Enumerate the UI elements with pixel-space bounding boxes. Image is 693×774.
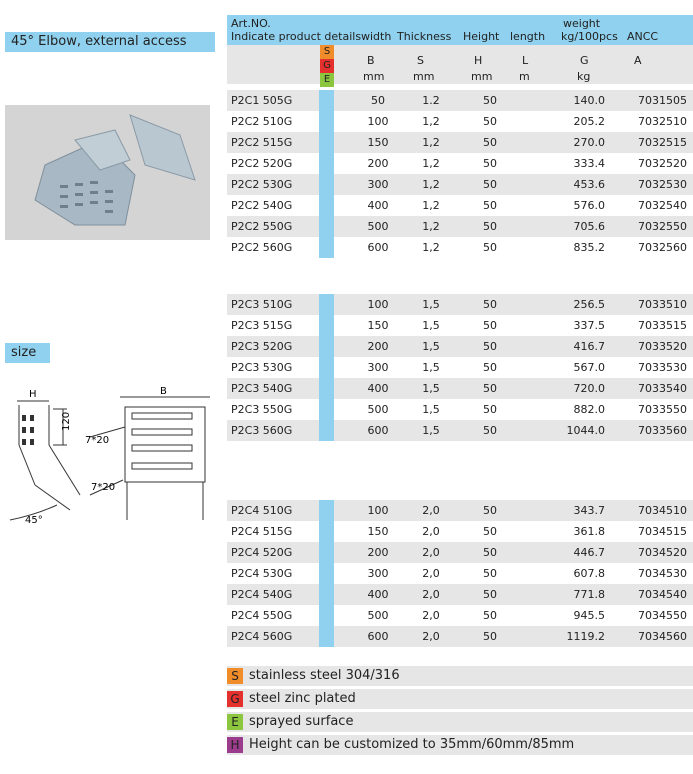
cell-height: 50 <box>483 609 497 622</box>
cell-width: 100 <box>367 115 389 128</box>
table-row <box>227 315 693 336</box>
cell-ancc: 7032560 <box>638 241 687 254</box>
cell-width: 500 <box>367 403 389 416</box>
table-row <box>227 174 693 195</box>
header-weight-unit: kg/100pcs <box>561 30 618 43</box>
cell-height: 50 <box>483 136 497 149</box>
dim-b-label: B <box>160 386 167 397</box>
cell-width: 150 <box>367 136 389 149</box>
cell-ancc: 7034550 <box>638 609 687 622</box>
cell-weight: 882.0 <box>573 403 605 416</box>
cell-code: P2C2 515G <box>231 136 293 149</box>
header-a: A <box>634 54 642 67</box>
cell-width: 200 <box>367 340 389 353</box>
cell-width: 500 <box>367 609 389 622</box>
cell-thickness: 1,2 <box>422 136 440 149</box>
cell-height: 50 <box>483 241 497 254</box>
cell-code: P2C4 560G <box>231 630 293 643</box>
product-title: 45° Elbow, external access <box>5 32 215 52</box>
header-g: G <box>580 54 589 67</box>
cell-height: 50 <box>483 298 497 311</box>
cell-ancc: 7032550 <box>638 220 687 233</box>
table-row <box>227 153 693 174</box>
cell-code: P2C4 550G <box>231 609 293 622</box>
header-ancc: ANCC <box>627 30 659 43</box>
legend-text: Height can be customized to 35mm/60mm/85mm <box>249 737 575 752</box>
header-kg: kg <box>577 70 591 83</box>
cell-height: 50 <box>483 567 497 580</box>
cell-height: 50 <box>483 546 497 559</box>
legend-text: sprayed surface <box>249 714 354 729</box>
size-label: size <box>5 343 50 363</box>
cell-code: P2C3 520G <box>231 340 293 353</box>
cell-code: P2C3 510G <box>231 298 293 311</box>
table-row <box>227 399 693 420</box>
cell-thickness: 2,0 <box>422 609 440 622</box>
cell-weight: 446.7 <box>573 546 605 559</box>
cell-weight: 343.7 <box>573 504 605 517</box>
finish-strip <box>319 500 334 647</box>
cell-code: P2C4 510G <box>231 504 293 517</box>
table-row <box>227 357 693 378</box>
cell-ancc: 7032540 <box>638 199 687 212</box>
cell-code: P2C2 540G <box>231 199 293 212</box>
cell-weight: 453.6 <box>573 178 605 191</box>
cell-width: 300 <box>367 361 389 374</box>
cell-thickness: 1,5 <box>422 382 440 395</box>
cell-height: 50 <box>483 630 497 643</box>
cell-thickness: 2,0 <box>422 588 440 601</box>
legend-key: H <box>227 737 243 753</box>
cell-weight: 270.0 <box>573 136 605 149</box>
cell-height: 50 <box>483 94 497 107</box>
cell-thickness: 1,2 <box>422 157 440 170</box>
cell-height: 50 <box>483 157 497 170</box>
cell-code: P2C4 515G <box>231 525 293 538</box>
cell-ancc: 7034560 <box>638 630 687 643</box>
cell-width: 300 <box>367 178 389 191</box>
table-row <box>227 563 693 584</box>
cell-code: P2C1 505G <box>231 94 293 107</box>
table-row <box>227 584 693 605</box>
cell-height: 50 <box>483 199 497 212</box>
cell-height: 50 <box>483 319 497 332</box>
cell-ancc: 7032530 <box>638 178 687 191</box>
cell-thickness: 1,2 <box>422 241 440 254</box>
table-row <box>227 378 693 399</box>
cell-thickness: 2,0 <box>422 546 440 559</box>
cell-code: P2C4 540G <box>231 588 293 601</box>
cell-height: 50 <box>483 220 497 233</box>
header-width: width <box>361 30 392 43</box>
cell-code: P2C2 550G <box>231 220 293 233</box>
header-length: length <box>510 30 546 43</box>
cell-weight: 1044.0 <box>566 424 605 437</box>
table-row <box>227 605 693 626</box>
angle-label: 45° <box>25 515 43 526</box>
table-row <box>227 216 693 237</box>
cell-weight: 416.7 <box>573 340 605 353</box>
cell-weight: 205.2 <box>573 115 605 128</box>
cell-code: P2C2 560G <box>231 241 293 254</box>
cell-code: P2C3 550G <box>231 403 293 416</box>
cell-ancc: 7033515 <box>638 319 687 332</box>
cell-height: 50 <box>483 504 497 517</box>
cell-ancc: 7034540 <box>638 588 687 601</box>
badge-s: S <box>320 45 334 59</box>
cell-weight: 945.5 <box>573 609 605 622</box>
cell-thickness: 1,2 <box>422 220 440 233</box>
cell-ancc: 7034520 <box>638 546 687 559</box>
header-mm-1: mm <box>363 70 385 83</box>
technical-drawing <box>5 385 217 530</box>
table-row <box>227 521 693 542</box>
cell-width: 150 <box>367 525 389 538</box>
header-thickness: Thickness <box>397 30 452 43</box>
cell-height: 50 <box>483 403 497 416</box>
cell-code: P2C2 520G <box>231 157 293 170</box>
cell-weight: 1119.2 <box>566 630 605 643</box>
hole-size-label-2: 7*20 <box>91 482 116 493</box>
cell-thickness: 1,5 <box>422 319 440 332</box>
cell-weight: 140.0 <box>573 94 605 107</box>
cell-weight: 337.5 <box>573 319 605 332</box>
cell-width: 600 <box>367 424 389 437</box>
cell-thickness: 1,2 <box>422 115 440 128</box>
header-s: S <box>417 54 424 67</box>
cell-ancc: 7033560 <box>638 424 687 437</box>
cell-ancc: 7032520 <box>638 157 687 170</box>
legend-key: E <box>227 714 243 730</box>
header-b: B <box>367 54 375 67</box>
table-row <box>227 626 693 647</box>
cell-weight: 361.8 <box>573 525 605 538</box>
cell-height: 50 <box>483 525 497 538</box>
cell-width: 200 <box>367 157 389 170</box>
cell-thickness: 2,0 <box>422 525 440 538</box>
cell-width: 100 <box>367 504 389 517</box>
cell-weight: 567.0 <box>573 361 605 374</box>
cell-code: P2C3 515G <box>231 319 293 332</box>
legend-text: steel zinc plated <box>249 691 356 706</box>
table-row <box>227 420 693 441</box>
cell-weight: 835.2 <box>573 241 605 254</box>
cell-ancc: 7033550 <box>638 403 687 416</box>
header-mm-3: mm <box>471 70 493 83</box>
cell-height: 50 <box>483 382 497 395</box>
header-m: m <box>519 70 530 83</box>
table-row <box>227 542 693 563</box>
cell-height: 50 <box>483 361 497 374</box>
cell-height: 50 <box>483 588 497 601</box>
cell-code: P2C3 530G <box>231 361 293 374</box>
cell-height: 50 <box>483 115 497 128</box>
table-header <box>227 15 693 84</box>
cell-code: P2C3 540G <box>231 382 293 395</box>
cell-width: 50 <box>371 94 385 107</box>
header-l: L <box>522 54 529 67</box>
cell-height: 50 <box>483 424 497 437</box>
finish-strip <box>319 294 334 441</box>
table-row <box>227 294 693 315</box>
cell-width: 150 <box>367 319 389 332</box>
cell-weight: 705.6 <box>573 220 605 233</box>
cell-code: P2C2 530G <box>231 178 293 191</box>
badge-e: E <box>320 73 334 87</box>
legend-item <box>227 666 693 686</box>
cell-width: 400 <box>367 199 389 212</box>
header-height: Height <box>463 30 500 43</box>
cell-thickness: 1,5 <box>422 424 440 437</box>
table-row <box>227 237 693 258</box>
cell-weight: 720.0 <box>573 382 605 395</box>
dim-h-label: H <box>29 389 37 400</box>
cell-thickness: 1,5 <box>422 340 440 353</box>
legend-key: S <box>227 668 243 684</box>
cell-width: 200 <box>367 546 389 559</box>
cell-ancc: 7033510 <box>638 298 687 311</box>
table-row <box>227 500 693 521</box>
cell-width: 400 <box>367 588 389 601</box>
cell-width: 400 <box>367 382 389 395</box>
cell-thickness: 2,0 <box>422 504 440 517</box>
cell-width: 500 <box>367 220 389 233</box>
cell-weight: 771.8 <box>573 588 605 601</box>
cell-width: 300 <box>367 567 389 580</box>
finish-strip <box>319 90 334 258</box>
cell-ancc: 7034530 <box>638 567 687 580</box>
cell-width: 100 <box>367 298 389 311</box>
cell-code: P2C3 560G <box>231 424 293 437</box>
cell-code: P2C4 520G <box>231 546 293 559</box>
table-row <box>227 195 693 216</box>
cell-ancc: 7033520 <box>638 340 687 353</box>
cell-width: 600 <box>367 630 389 643</box>
table-row <box>227 336 693 357</box>
legend-item <box>227 712 693 732</box>
cell-height: 50 <box>483 178 497 191</box>
cell-code: P2C4 530G <box>231 567 293 580</box>
badge-g: G <box>320 59 334 73</box>
legend-text: stainless steel 304/316 <box>249 668 400 683</box>
cell-ancc: 7034510 <box>638 504 687 517</box>
table-row <box>227 90 693 111</box>
cell-width: 600 <box>367 241 389 254</box>
cell-thickness: 2,0 <box>422 567 440 580</box>
hole-size-label-1: 7*20 <box>85 435 110 446</box>
cell-ancc: 7034515 <box>638 525 687 538</box>
product-photo <box>5 105 210 240</box>
cell-weight: 256.5 <box>573 298 605 311</box>
cell-thickness: 1.2 <box>422 94 440 107</box>
cell-height: 50 <box>483 340 497 353</box>
cell-weight: 576.0 <box>573 199 605 212</box>
header-h: H <box>474 54 483 67</box>
cell-thickness: 1,5 <box>422 403 440 416</box>
cell-thickness: 2,0 <box>422 630 440 643</box>
dim-120-label: 120 <box>61 411 72 431</box>
header-art-no: Art.NO. <box>231 17 271 30</box>
cell-ancc: 7033530 <box>638 361 687 374</box>
cell-weight: 333.4 <box>573 157 605 170</box>
legend-item <box>227 735 693 755</box>
cell-thickness: 1,2 <box>422 199 440 212</box>
cell-ancc: 7031505 <box>638 94 687 107</box>
cell-code: P2C2 510G <box>231 115 293 128</box>
cell-thickness: 1,5 <box>422 298 440 311</box>
header-mm-2: mm <box>413 70 435 83</box>
header-weight: weight <box>563 17 601 30</box>
table-row <box>227 111 693 132</box>
cell-ancc: 7033540 <box>638 382 687 395</box>
cell-thickness: 1,2 <box>422 178 440 191</box>
table-row <box>227 132 693 153</box>
cell-ancc: 7032510 <box>638 115 687 128</box>
legend-item <box>227 689 693 709</box>
header-indicate: Indicate product details <box>231 30 362 43</box>
cell-weight: 607.8 <box>573 567 605 580</box>
cell-thickness: 1,5 <box>422 361 440 374</box>
legend-key: G <box>227 691 243 707</box>
cell-ancc: 7032515 <box>638 136 687 149</box>
